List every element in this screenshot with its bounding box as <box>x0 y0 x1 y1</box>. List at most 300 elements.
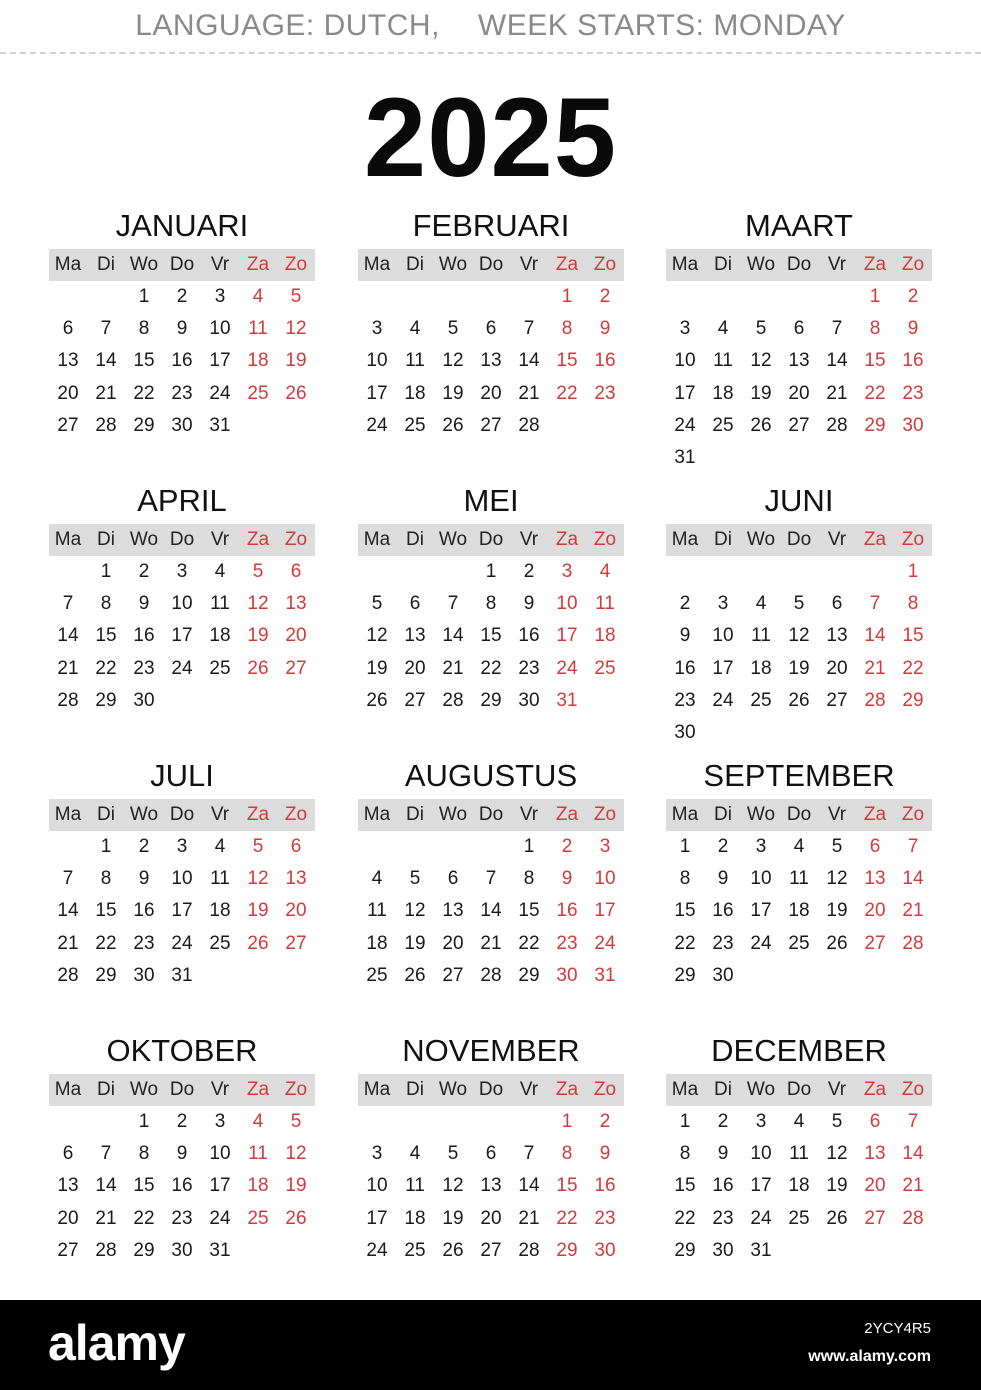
empty-cell <box>49 831 87 863</box>
day-cell: 16 <box>712 1175 734 1197</box>
day-cell: 29 <box>480 689 502 711</box>
day-cell: 27 <box>285 657 307 679</box>
day-cell: 1 <box>561 286 573 307</box>
day-cell: 15 <box>556 1175 578 1197</box>
weekday-label: Do <box>169 1079 195 1100</box>
day-cell: 10 <box>171 593 193 615</box>
day-cell: 5 <box>831 1111 843 1132</box>
day-cell: 14 <box>57 625 79 647</box>
day-cell: 30 <box>556 964 578 986</box>
day-cell: 11 <box>210 593 230 615</box>
day-grid <box>666 281 932 474</box>
weekday-header <box>666 249 932 281</box>
weekday-label: Wo <box>438 529 468 550</box>
day-cell: 30 <box>171 1239 193 1261</box>
day-cell: 2 <box>679 593 691 615</box>
day-cell: 15 <box>674 1175 696 1197</box>
day-cell: 4 <box>371 868 383 890</box>
day-cell: 17 <box>171 900 193 922</box>
day-cell: 5 <box>290 286 302 307</box>
day-cell: 29 <box>95 689 117 711</box>
settings-banner <box>0 0 981 54</box>
day-cell: 17 <box>750 900 772 922</box>
day-cell: 9 <box>599 318 611 340</box>
day-cell: 7 <box>831 318 843 340</box>
day-cell: 6 <box>62 318 74 340</box>
day-cell: 22 <box>133 1207 155 1229</box>
day-cell: 15 <box>95 900 117 922</box>
day-cell: 29 <box>674 964 696 986</box>
day-cell: 31 <box>556 689 578 711</box>
weekday-label: Za <box>555 254 579 275</box>
day-cell: 23 <box>712 1207 734 1229</box>
day-cell: 3 <box>561 561 573 582</box>
day-cell: 27 <box>285 932 307 954</box>
day-cell: 23 <box>171 382 193 404</box>
weekday-label: Zo <box>901 1079 925 1100</box>
day-cell: 15 <box>556 350 578 372</box>
day-cell: 16 <box>674 657 696 679</box>
day-cell: 25 <box>788 932 810 954</box>
weekday-label: Zo <box>901 804 925 825</box>
day-cell: 18 <box>594 625 616 647</box>
weekday-label: Za <box>863 254 887 275</box>
day-cell: 27 <box>480 414 502 436</box>
day-cell: 1 <box>100 561 112 582</box>
day-cell: 7 <box>907 1111 919 1132</box>
day-cell: 26 <box>366 689 388 711</box>
day-cell: 28 <box>480 964 502 986</box>
day-cell: 22 <box>556 382 578 404</box>
day-cell: 7 <box>62 593 74 615</box>
empty-cell <box>396 1106 434 1138</box>
day-cell: 30 <box>712 964 734 986</box>
alamy-logo: alamy <box>48 1315 185 1371</box>
day-cell: 24 <box>712 689 734 711</box>
day-cell: 1 <box>523 836 535 857</box>
day-cell: 20 <box>480 1207 502 1229</box>
empty-cell <box>704 556 742 588</box>
day-cell: 15 <box>518 900 540 922</box>
empty-cell <box>818 281 856 313</box>
day-cell: 4 <box>409 1143 421 1165</box>
weekday-label: Wo <box>438 1079 468 1100</box>
day-cell: 12 <box>442 1175 464 1197</box>
day-cell: 24 <box>750 932 772 954</box>
day-cell: 7 <box>447 593 459 615</box>
day-cell: 21 <box>518 1207 540 1229</box>
day-grid <box>358 1106 624 1267</box>
day-cell: 22 <box>95 657 117 679</box>
day-cell: 16 <box>171 350 193 372</box>
day-cell: 23 <box>594 382 616 404</box>
day-cell: 19 <box>285 350 307 372</box>
day-cell: 1 <box>138 1111 150 1132</box>
day-cell: 2 <box>138 561 150 582</box>
day-cell: 30 <box>902 414 924 436</box>
day-cell: 16 <box>133 625 155 647</box>
day-cell: 12 <box>404 900 426 922</box>
day-cell: 11 <box>789 868 809 890</box>
day-cell: 5 <box>371 593 383 615</box>
day-cell: 15 <box>133 1175 155 1197</box>
day-cell: 10 <box>750 868 772 890</box>
day-cell: 23 <box>902 382 924 404</box>
day-cell: 5 <box>793 593 805 615</box>
weekday-label: Vr <box>519 1079 539 1100</box>
weekday-label: Ma <box>54 1079 82 1100</box>
day-cell: 28 <box>902 932 924 954</box>
day-cell: 14 <box>518 350 540 372</box>
day-cell: 7 <box>523 1143 535 1165</box>
footer-bar <box>0 1300 981 1390</box>
day-cell: 8 <box>100 868 112 890</box>
day-cell: 19 <box>404 932 426 954</box>
day-grid <box>666 556 932 749</box>
day-cell: 18 <box>247 350 269 372</box>
month-title: JANUARI <box>115 208 249 243</box>
day-cell: 5 <box>290 1111 302 1132</box>
day-cell: 10 <box>674 350 696 372</box>
day-cell: 25 <box>404 414 426 436</box>
day-cell: 19 <box>366 657 388 679</box>
day-cell: 15 <box>480 625 502 647</box>
day-cell: 10 <box>366 350 388 372</box>
day-cell: 22 <box>480 657 502 679</box>
day-cell: 13 <box>480 350 502 372</box>
day-cell: 5 <box>409 868 421 890</box>
day-cell: 29 <box>902 689 924 711</box>
day-cell: 29 <box>674 1239 696 1261</box>
weekday-label: Wo <box>438 254 468 275</box>
day-cell: 22 <box>556 1207 578 1229</box>
day-cell: 11 <box>210 868 230 890</box>
day-cell: 16 <box>594 350 616 372</box>
day-cell: 8 <box>138 318 150 340</box>
day-cell: 13 <box>57 1175 79 1197</box>
weekday-header <box>49 249 315 281</box>
day-cell: 11 <box>595 593 615 615</box>
day-cell: 23 <box>556 932 578 954</box>
month-title: MAART <box>745 208 853 243</box>
day-cell: 2 <box>561 836 573 857</box>
day-cell: 21 <box>95 1207 117 1229</box>
weekday-label: Za <box>863 529 887 550</box>
day-cell: 9 <box>138 593 150 615</box>
day-cell: 11 <box>405 1175 425 1197</box>
day-grid <box>358 831 624 992</box>
day-cell: 24 <box>209 382 231 404</box>
day-cell: 26 <box>247 657 269 679</box>
day-cell: 8 <box>869 318 881 340</box>
day-cell: 27 <box>57 1239 79 1261</box>
day-cell: 8 <box>679 868 691 890</box>
day-cell: 4 <box>214 836 226 857</box>
day-cell: 21 <box>902 900 924 922</box>
day-cell: 17 <box>674 382 696 404</box>
day-cell: 26 <box>285 1207 307 1229</box>
day-cell: 3 <box>176 561 188 582</box>
day-cell: 1 <box>138 286 150 307</box>
day-cell: 21 <box>57 932 79 954</box>
empty-cell <box>856 556 894 588</box>
day-cell: 8 <box>679 1143 691 1165</box>
day-cell: 16 <box>712 900 734 922</box>
day-cell: 3 <box>679 318 691 340</box>
day-cell: 9 <box>717 1143 729 1165</box>
day-cell: 5 <box>252 561 264 582</box>
weekday-label: Di <box>406 254 424 275</box>
weekday-label: Zo <box>284 1079 308 1100</box>
day-cell: 27 <box>864 1207 886 1229</box>
day-cell: 9 <box>138 868 150 890</box>
day-cell: 30 <box>133 689 155 711</box>
month-5 <box>358 481 624 741</box>
day-cell: 22 <box>95 932 117 954</box>
weekday-label: Do <box>169 804 195 825</box>
weekday-label: Za <box>246 804 270 825</box>
day-cell: 11 <box>367 900 387 922</box>
day-cell: 18 <box>366 932 388 954</box>
day-cell: 10 <box>171 868 193 890</box>
day-cell: 2 <box>717 1111 729 1132</box>
month-7 <box>49 756 315 1016</box>
day-cell: 30 <box>594 1239 616 1261</box>
weekday-label: Di <box>97 804 115 825</box>
weekday-label: Zo <box>593 529 617 550</box>
day-cell: 3 <box>599 836 611 857</box>
day-cell: 12 <box>366 625 388 647</box>
day-cell: 20 <box>442 932 464 954</box>
day-cell: 18 <box>788 1175 810 1197</box>
day-cell: 26 <box>404 964 426 986</box>
day-cell: 10 <box>594 868 616 890</box>
empty-cell <box>434 556 472 588</box>
weekday-label: Di <box>714 804 732 825</box>
day-cell: 8 <box>561 318 573 340</box>
empty-cell <box>472 281 510 313</box>
day-cell: 22 <box>864 382 886 404</box>
day-cell: 4 <box>599 561 611 582</box>
day-cell: 5 <box>252 836 264 857</box>
day-cell: 30 <box>171 414 193 436</box>
day-cell: 16 <box>133 900 155 922</box>
day-cell: 10 <box>209 1143 231 1165</box>
day-cell: 17 <box>594 900 616 922</box>
weekday-label: Zo <box>284 254 308 275</box>
day-cell: 18 <box>209 625 231 647</box>
weekday-header <box>49 799 315 831</box>
day-cell: 20 <box>864 900 886 922</box>
weekday-label: Wo <box>746 804 776 825</box>
day-grid <box>49 831 315 992</box>
day-cell: 23 <box>133 657 155 679</box>
weekday-label: Zo <box>593 804 617 825</box>
day-cell: 22 <box>133 382 155 404</box>
day-cell: 14 <box>480 900 502 922</box>
day-cell: 26 <box>247 932 269 954</box>
day-cell: 18 <box>209 900 231 922</box>
footer-url: www.alamy.com <box>808 1348 931 1365</box>
day-cell: 12 <box>826 1143 848 1165</box>
day-cell: 16 <box>171 1175 193 1197</box>
month-11 <box>358 1031 624 1291</box>
empty-cell <box>358 831 396 863</box>
day-cell: 18 <box>788 900 810 922</box>
empty-cell <box>49 556 87 588</box>
day-cell: 12 <box>788 625 810 647</box>
day-cell: 21 <box>864 657 886 679</box>
empty-cell <box>49 1106 87 1138</box>
weekday-header <box>49 524 315 556</box>
day-cell: 2 <box>523 561 535 582</box>
weekday-header <box>666 524 932 556</box>
day-cell: 24 <box>594 932 616 954</box>
day-cell: 23 <box>674 689 696 711</box>
empty-cell <box>742 556 780 588</box>
day-cell: 28 <box>902 1207 924 1229</box>
weekday-label: Vr <box>210 804 230 825</box>
day-cell: 25 <box>366 964 388 986</box>
weekday-label: Do <box>786 529 812 550</box>
day-cell: 31 <box>594 964 616 986</box>
day-cell: 28 <box>518 1239 540 1261</box>
day-cell: 4 <box>793 1111 805 1132</box>
day-cell: 8 <box>561 1143 573 1165</box>
month-title: APRIL <box>137 483 227 518</box>
day-cell: 6 <box>831 593 843 615</box>
weekday-label: Do <box>786 804 812 825</box>
empty-cell <box>472 831 510 863</box>
empty-cell <box>49 281 87 313</box>
day-cell: 7 <box>869 593 881 615</box>
month-title: JUNI <box>764 483 834 518</box>
weekday-label: Za <box>555 1079 579 1100</box>
weekday-label: Do <box>786 254 812 275</box>
day-cell: 9 <box>561 868 573 890</box>
day-cell: 17 <box>750 1175 772 1197</box>
day-cell: 23 <box>171 1207 193 1229</box>
day-cell: 26 <box>442 414 464 436</box>
day-cell: 14 <box>95 350 117 372</box>
weekday-label: Wo <box>129 1079 159 1100</box>
day-cell: 20 <box>285 900 307 922</box>
day-cell: 11 <box>789 1143 809 1165</box>
day-cell: 2 <box>138 836 150 857</box>
day-cell: 26 <box>442 1239 464 1261</box>
day-cell: 17 <box>366 1207 388 1229</box>
day-cell: 27 <box>57 414 79 436</box>
day-cell: 26 <box>750 414 772 436</box>
day-cell: 15 <box>674 900 696 922</box>
day-cell: 15 <box>864 350 886 372</box>
day-cell: 13 <box>57 350 79 372</box>
day-cell: 21 <box>902 1175 924 1197</box>
day-cell: 26 <box>285 382 307 404</box>
day-cell: 1 <box>869 286 881 307</box>
day-cell: 11 <box>751 625 771 647</box>
day-cell: 6 <box>447 868 459 890</box>
day-cell: 6 <box>869 1111 881 1132</box>
day-cell: 13 <box>864 868 886 890</box>
day-cell: 10 <box>209 318 231 340</box>
day-cell: 25 <box>247 382 269 404</box>
day-cell: 8 <box>907 593 919 615</box>
day-cell: 24 <box>171 657 193 679</box>
empty-cell <box>666 556 704 588</box>
weekday-label: Do <box>169 529 195 550</box>
weekday-label: Di <box>406 1079 424 1100</box>
day-cell: 24 <box>171 932 193 954</box>
day-cell: 13 <box>285 593 307 615</box>
day-cell: 9 <box>176 1143 188 1165</box>
day-cell: 15 <box>95 625 117 647</box>
day-grid <box>49 556 315 717</box>
day-cell: 29 <box>864 414 886 436</box>
weekday-header <box>358 799 624 831</box>
day-cell: 31 <box>171 964 193 986</box>
weekday-label: Ma <box>671 1079 699 1100</box>
day-cell: 2 <box>717 836 729 857</box>
day-cell: 13 <box>864 1143 886 1165</box>
day-cell: 3 <box>717 593 729 615</box>
day-cell: 23 <box>712 932 734 954</box>
day-cell: 9 <box>679 625 691 647</box>
day-cell: 2 <box>599 1111 611 1132</box>
day-cell: 19 <box>788 657 810 679</box>
day-cell: 5 <box>831 836 843 857</box>
day-cell: 11 <box>248 1143 268 1165</box>
month-title: FEBRUARI <box>412 208 570 243</box>
day-cell: 24 <box>209 1207 231 1229</box>
day-cell: 6 <box>62 1143 74 1165</box>
weekday-label: Za <box>555 529 579 550</box>
day-cell: 17 <box>209 1175 231 1197</box>
weekday-label: Wo <box>746 1079 776 1100</box>
empty-cell <box>472 1106 510 1138</box>
day-cell: 29 <box>518 964 540 986</box>
day-cell: 6 <box>869 836 881 857</box>
day-cell: 6 <box>290 561 302 582</box>
weekday-label: Di <box>406 804 424 825</box>
empty-cell <box>704 281 742 313</box>
day-cell: 19 <box>750 382 772 404</box>
day-cell: 19 <box>442 1207 464 1229</box>
weekday-label: Do <box>478 529 504 550</box>
language-label: LANGUAGE: DUTCH, <box>135 9 440 42</box>
day-cell: 1 <box>907 561 919 582</box>
day-cell: 5 <box>447 1143 459 1165</box>
day-cell: 28 <box>95 1239 117 1261</box>
day-cell: 27 <box>404 689 426 711</box>
day-cell: 22 <box>674 932 696 954</box>
weekday-label: Vr <box>519 804 539 825</box>
day-cell: 18 <box>750 657 772 679</box>
month-10 <box>49 1031 315 1291</box>
weekday-label: Do <box>169 254 195 275</box>
day-cell: 4 <box>409 318 421 340</box>
weekday-header <box>358 1074 624 1106</box>
empty-cell <box>510 281 548 313</box>
day-cell: 7 <box>100 318 112 340</box>
weekday-label: Vr <box>827 529 847 550</box>
weekday-label: Vr <box>519 254 539 275</box>
weekday-label: Ma <box>363 804 391 825</box>
weekday-header <box>358 524 624 556</box>
day-cell: 3 <box>214 1111 226 1132</box>
day-cell: 14 <box>826 350 848 372</box>
day-cell: 25 <box>788 1207 810 1229</box>
